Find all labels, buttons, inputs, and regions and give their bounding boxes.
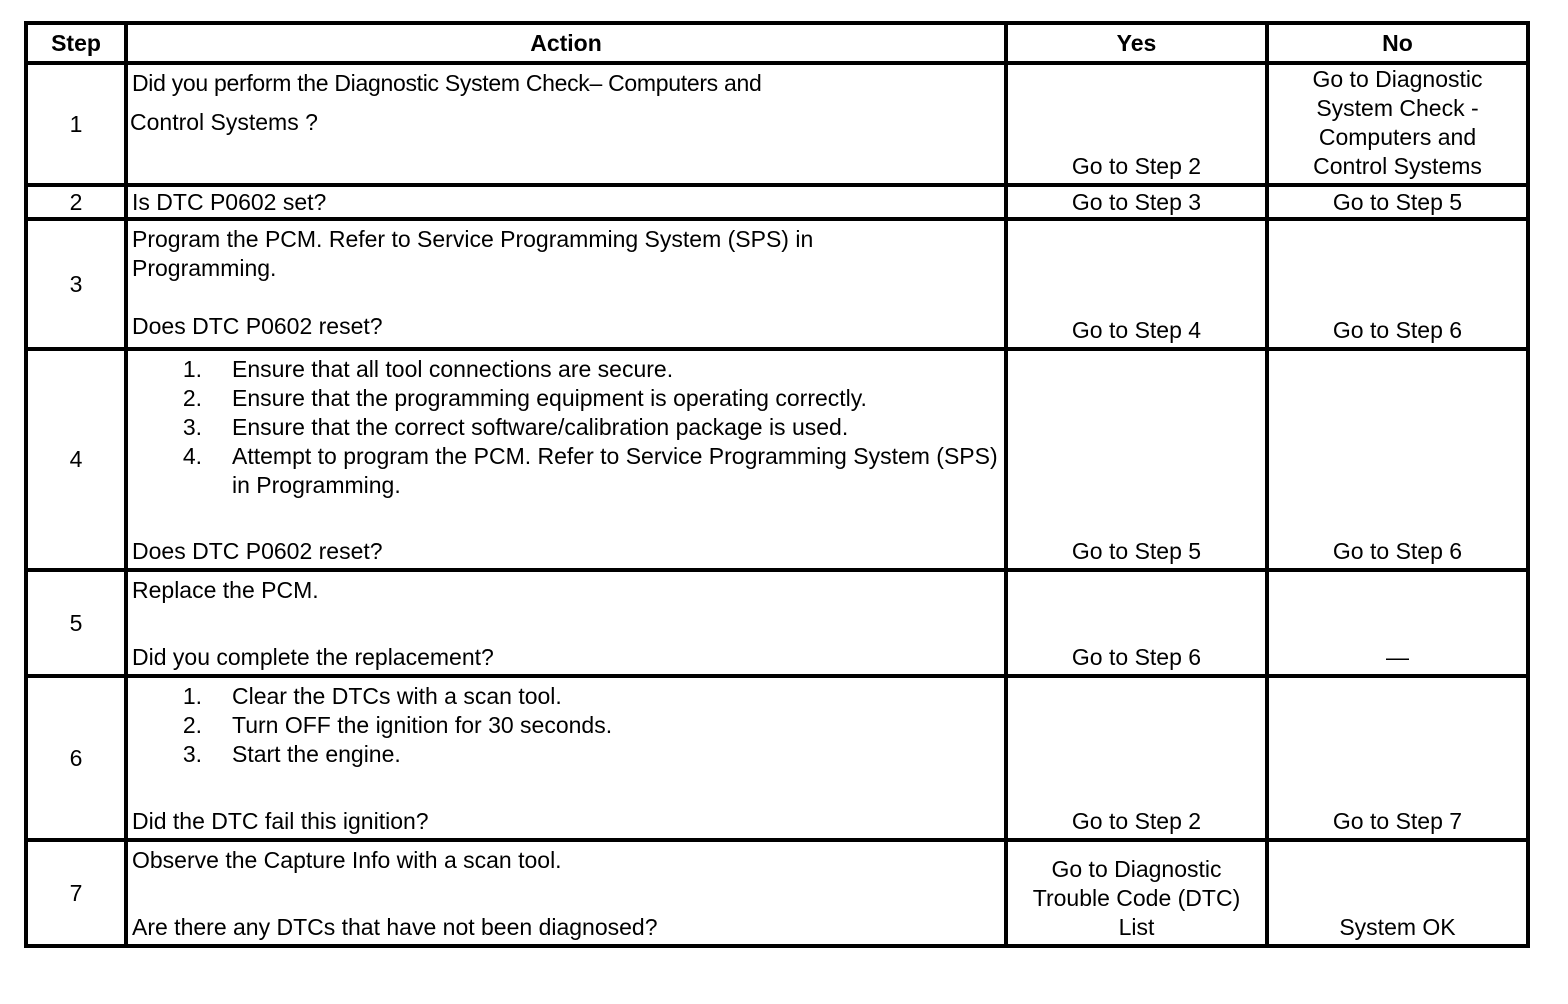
table-row (26, 676, 1528, 840)
no-cell (1267, 63, 1528, 185)
yes-cell: Go to Step 2 (1006, 63, 1267, 185)
list-item (132, 384, 1000, 413)
action-cell (126, 840, 1006, 946)
no-cell: Go to Step 6 (1267, 219, 1528, 349)
list-text: Ensure that the correct software/calibration package is used. (232, 414, 849, 440)
step-number: 5 (26, 570, 126, 676)
list-number: 3. (182, 741, 202, 767)
action-question: Does DTC P0602 reset? (132, 538, 383, 564)
action-list (132, 355, 1000, 500)
step-number: 4 (26, 349, 126, 570)
list-text: Start the engine. (232, 741, 401, 767)
action-question: Does DTC P0602 reset? (132, 313, 383, 339)
step-number: 3 (26, 219, 126, 349)
table-row (26, 840, 1528, 946)
list-text: Clear the DTCs with a scan tool. (232, 683, 562, 709)
table-row (26, 219, 1528, 349)
header-action: Action (126, 23, 1006, 63)
list-item (132, 711, 1000, 740)
list-number: 2. (182, 712, 202, 738)
action-cell (126, 349, 1006, 570)
header-step: Step (26, 23, 126, 63)
list-number: 3. (182, 414, 202, 440)
no-cell: — (1267, 570, 1528, 676)
no-text: Go to Diagnostic (1312, 66, 1483, 92)
yes-cell: Go to Step 5 (1006, 349, 1267, 570)
yes-cell: Go to Step 4 (1006, 219, 1267, 349)
action-cell (126, 676, 1006, 840)
list-item (132, 682, 1000, 711)
step-number: 2 (26, 185, 126, 219)
action-list (132, 682, 1000, 769)
list-number: 4. (182, 443, 202, 469)
action-text: Is DTC P0602 set? (132, 188, 327, 215)
table-row (26, 63, 1528, 185)
list-number: 1. (182, 683, 202, 709)
action-cell (126, 219, 1006, 349)
no-text: Control Systems (1313, 153, 1482, 179)
action-text: Programming. (132, 255, 277, 281)
header-row (26, 23, 1528, 63)
list-text: Ensure that all tool connections are secure. (232, 356, 674, 382)
no-cell: Go to Step 5 (1267, 185, 1528, 219)
list-text: Turn OFF the ignition for 30 seconds. (232, 712, 613, 738)
yes-text: Go to Diagnostic (1051, 856, 1222, 882)
step-number: 7 (26, 840, 126, 946)
yes-cell (1006, 840, 1267, 946)
step-number: 6 (26, 676, 126, 840)
yes-cell: Go to Step 3 (1006, 185, 1267, 219)
list-text: Ensure that the programming equipment is operating correctly. (232, 385, 867, 411)
list-item (132, 413, 1000, 442)
action-cell (126, 570, 1006, 676)
header-no: No (1267, 23, 1528, 63)
yes-cell: Go to Step 6 (1006, 570, 1267, 676)
no-cell: System OK (1267, 840, 1528, 946)
action-question: Are there any DTCs that have not been diagnosed? (132, 914, 658, 940)
step-number: 1 (26, 63, 126, 185)
action-text: Did you perform the Diagnostic System Check– Computers and (132, 70, 762, 96)
no-cell: Go to Step 6 (1267, 349, 1528, 570)
yes-text: Trouble Code (DTC) (1032, 885, 1241, 911)
table-row (26, 185, 1528, 219)
yes-cell: Go to Step 2 (1006, 676, 1267, 840)
action-question: Did you complete the replacement? (132, 644, 494, 670)
action-text: Program the PCM. Refer to Service Programming System (SPS) in (132, 226, 814, 252)
table-row (26, 349, 1528, 570)
action-text: Replace the PCM. (132, 577, 319, 603)
diagnostic-table (24, 21, 1530, 948)
action-text: Observe the Capture Info with a scan tool. (132, 847, 562, 873)
action-text: Control Systems ? (130, 109, 318, 135)
no-cell: Go to Step 7 (1267, 676, 1528, 840)
action-question: Did the DTC fail this ignition? (132, 808, 429, 834)
list-item (132, 442, 1000, 500)
no-text: Computers and (1318, 124, 1477, 150)
table-row (26, 570, 1528, 676)
no-text: System Check - (1316, 95, 1479, 121)
list-text: Attempt to program the PCM. Refer to Service Programming System (SPS) in Programming. (232, 443, 998, 498)
list-item (132, 355, 1000, 384)
action-cell (126, 185, 1006, 219)
action-cell (126, 63, 1006, 185)
list-number: 1. (182, 356, 202, 382)
header-yes: Yes (1006, 23, 1267, 63)
list-item (132, 740, 1000, 769)
list-number: 2. (182, 385, 202, 411)
yes-text: List (1118, 914, 1155, 940)
